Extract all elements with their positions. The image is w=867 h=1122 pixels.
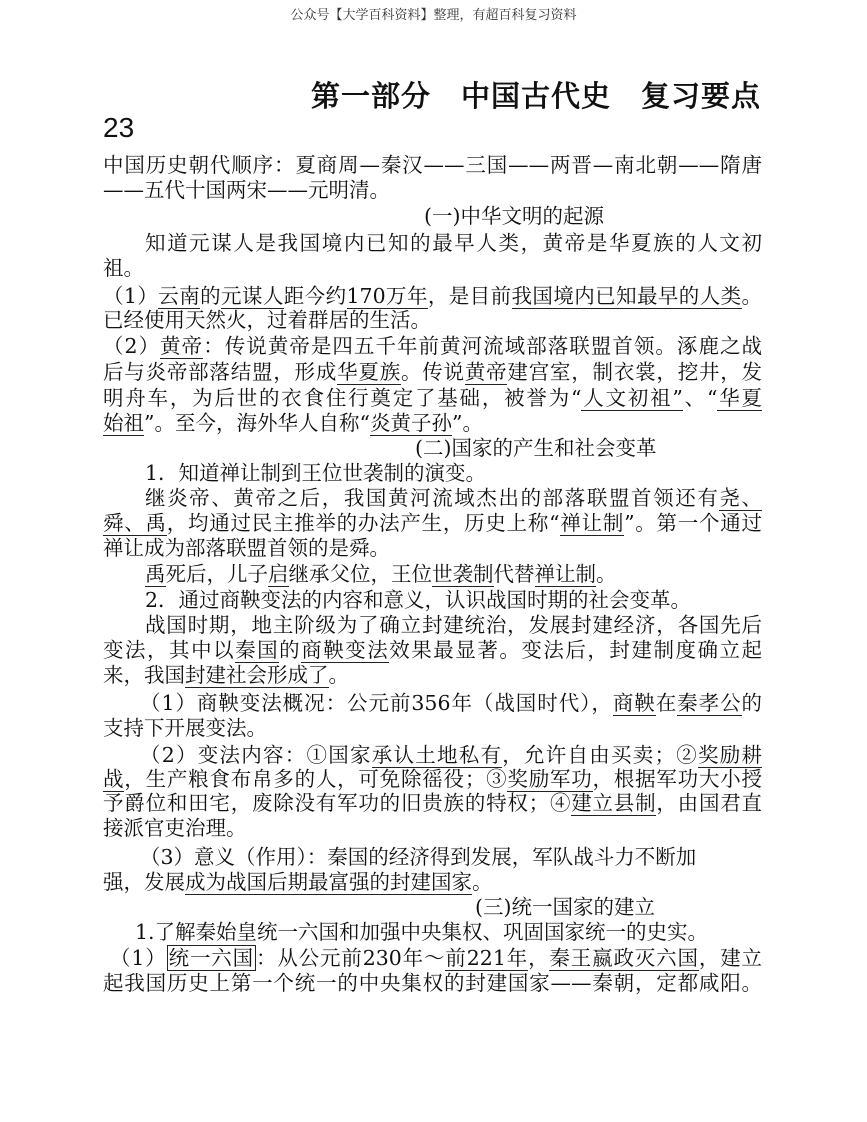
text-line [103, 256, 144, 280]
text-segment: （1）商鞅变法概况：公元前356年（战国时代）， [140, 691, 613, 715]
text-line [415, 436, 657, 460]
text-line [103, 971, 762, 995]
text-line [103, 153, 762, 177]
text-segment: 变法，其中以 [103, 638, 236, 662]
text-segment: （3）意义（作用）：秦国的经济得到发展，军队战斗力不断加 [140, 845, 697, 869]
text-line [103, 360, 762, 384]
text-line [145, 613, 762, 637]
text-segment: ，均通过民主推举的办法产生，历史上称“ [166, 511, 560, 535]
text-segment: （2）变法内容：①国家 [140, 743, 372, 767]
text-segment: 的 [200, 284, 222, 308]
underlined-text: 成为战国后期最富强的封建国家 [185, 870, 472, 894]
text-segment: ：传说黄帝是四五千年前黄河流域部落联盟首领。涿鹿之战 [203, 334, 763, 358]
text-line [103, 638, 762, 662]
underlined-text: 战 [103, 767, 125, 791]
text-segment: ：从公元前230年～ [255, 946, 446, 970]
text-segment: ，是目前 [427, 284, 512, 308]
text-line [103, 308, 431, 332]
text-line [103, 334, 762, 358]
underlined-text: 奖励耕 [698, 743, 763, 767]
text-segment: ”。第一个通过 [624, 511, 763, 535]
text-line [140, 743, 762, 767]
underlined-text: 华夏 [717, 386, 763, 410]
underlined-text: 人文初祖” [581, 386, 683, 410]
text-segment: 明舟车，为后世的衣食住行奠定了基础，被誉为“ [103, 386, 582, 410]
underlined-text: 黄帝 [464, 360, 508, 384]
underlined-text: 商鞅 [612, 691, 656, 715]
underlined-text: 禅让制 [559, 511, 625, 535]
text-segment: （1） [110, 946, 167, 970]
text-segment: （1） [103, 284, 159, 308]
text-segment: 的 [279, 638, 302, 662]
text-segment: 继承父位，王位 [288, 562, 432, 586]
text-segment: ”。 [451, 411, 483, 435]
underlined-text: 尧、 [719, 486, 762, 510]
text-segment: 距今约 [283, 284, 347, 308]
underlined-text: 黄帝 [160, 334, 204, 358]
text-segment: ，允许自由买卖；② [502, 743, 699, 767]
text-segment: 予爵位和田宅，废除没有军功的旧贵族的特权；④ [103, 791, 572, 815]
text-line [103, 870, 493, 894]
text-segment: 代替 [493, 562, 535, 586]
text-line [145, 461, 486, 485]
text-segment: (三)统一国家的建立 [475, 895, 655, 919]
text-segment: 1.了解秦始皇统一六国和加强中央集权、巩固国家统一的史实。 [135, 920, 709, 944]
text-line [145, 486, 762, 510]
text-segment: 继炎帝、黄帝之后，我国黄河流域杰出的部落联盟首领还有 [145, 486, 720, 510]
underlined-text: 承认土地私有 [371, 743, 503, 767]
underlined-text: 禅让制 [534, 562, 596, 586]
underlined-text: 前221年 [445, 946, 529, 970]
text-segment: ， [528, 946, 550, 970]
text-segment: 战国时期，地主阶级为了确立封建统治，发展封建经济，各国先后 [145, 613, 762, 637]
text-segment: 1．知道禅让制到王位世袭制的演变。 [145, 461, 487, 485]
underlined-text: 云南 [158, 284, 201, 308]
text-line [145, 562, 617, 586]
text-segment: 在 [655, 691, 678, 715]
underlined-text: 秦国 [235, 638, 280, 662]
text-segment: ”。至今，海外华人自称“ [144, 411, 370, 435]
text-segment: 知道元谋人是我国境内已知的最早人类，黄帝是华夏族的人文初 [145, 231, 762, 255]
text-line [145, 231, 762, 255]
text-segment: 中国历史朝代顺序：夏商周—秦汉——三国——两晋—南北朝——隋唐 [103, 153, 762, 177]
text-segment: ，由国君直 [656, 791, 763, 815]
text-segment: 。 [472, 870, 493, 894]
text-line [103, 284, 762, 308]
text-line [475, 895, 655, 919]
text-segment: 效果最显著。变法后，封建制度确立起 [389, 638, 763, 662]
text-segment: ——五代十国两宋——元明清。 [103, 178, 390, 202]
underlined-text: 商鞅变法 [301, 638, 390, 662]
text-segment: ，建立 [698, 946, 763, 970]
text-line [103, 511, 762, 535]
text-segment: 来，我国 [103, 663, 185, 687]
page-number: 23 [103, 112, 135, 143]
text-segment: 。 [328, 663, 349, 687]
text-line [103, 386, 762, 410]
text-segment: 已经使用天然火，过着群居的生活。 [103, 308, 431, 332]
underlined-text: 华夏族 [337, 360, 401, 384]
text-line [103, 663, 349, 687]
text-segment: 2．通过商鞅变法的内容和意义，认识战国时期的社会变革。 [145, 588, 692, 612]
text-line [135, 920, 708, 944]
text-segment: (二)国家的产生和社会变革 [415, 436, 657, 460]
text-line [145, 588, 691, 612]
underlined-text: 始祖 [103, 411, 144, 435]
text-line [103, 791, 762, 815]
underlined-text: 奖励军功 [507, 767, 593, 791]
text-line [103, 536, 390, 560]
text-segment: 后与炎帝部落结盟，形成 [103, 360, 338, 384]
text-segment: 。 [741, 284, 763, 308]
underlined-text: 禹 [145, 562, 166, 586]
text-line [103, 178, 390, 202]
text-line [103, 816, 247, 840]
underlined-text: 启 [268, 562, 289, 586]
text-segment: ，生产粮食布帛多的人，可免除徭役；③ [124, 767, 508, 791]
boxed-text: 统一六国 [168, 946, 254, 970]
text-segment: 建宫室，制衣裳，挖井，发 [507, 360, 763, 384]
underlined-text: 建立县制 [571, 791, 657, 815]
text-line [103, 767, 762, 791]
underlined-text: 我国境内已知最早的人类 [511, 284, 742, 308]
underlined-text: 炎黄子孙 [369, 411, 452, 435]
text-segment: (一)中华文明的起源 [424, 204, 604, 228]
text-line [140, 691, 762, 715]
text-segment: 禅让成为部落联盟首领的是舜。 [103, 536, 390, 560]
underlined-text: 舜、禹 [103, 511, 167, 535]
header-watermark: 公众号【大学百科资料】整理，有超百科复习资料 [290, 8, 577, 23]
text-segment: 接派官吏治理。 [103, 816, 247, 840]
underlined-text: 秦孝公 [677, 691, 742, 715]
underlined-text: 元谋人 [221, 284, 284, 308]
text-segment: （2） [103, 334, 161, 358]
text-segment: 强，发展 [103, 870, 185, 894]
text-segment: 祖。 [103, 256, 144, 280]
page-title: 第一部分 中国古代史 复习要点 [310, 81, 761, 113]
underlined-text: 封建社会形成了 [185, 663, 329, 687]
underlined-text: 世袭制 [432, 562, 494, 586]
text-line [103, 716, 267, 740]
text-segment: ，根据军功大小授 [592, 767, 763, 791]
underlined-text: 170万年 [346, 284, 428, 308]
underlined-text: 秦王嬴政灭六国 [549, 946, 699, 970]
text-segment: 。 [596, 562, 617, 586]
text-segment: 的 [741, 691, 763, 715]
text-segment: 支持下开展变法。 [103, 716, 267, 740]
text-line [140, 845, 696, 869]
text-segment: 。传说 [400, 360, 465, 384]
text-segment: 死后，儿子 [165, 562, 268, 586]
text-segment: 起我国历史上第一个统一的中央集权的封建国家——秦朝，定都咸阳。 [103, 971, 762, 995]
text-line [424, 204, 604, 228]
text-line [110, 946, 762, 970]
text-line [103, 411, 483, 435]
text-segment: 、“ [682, 386, 718, 410]
